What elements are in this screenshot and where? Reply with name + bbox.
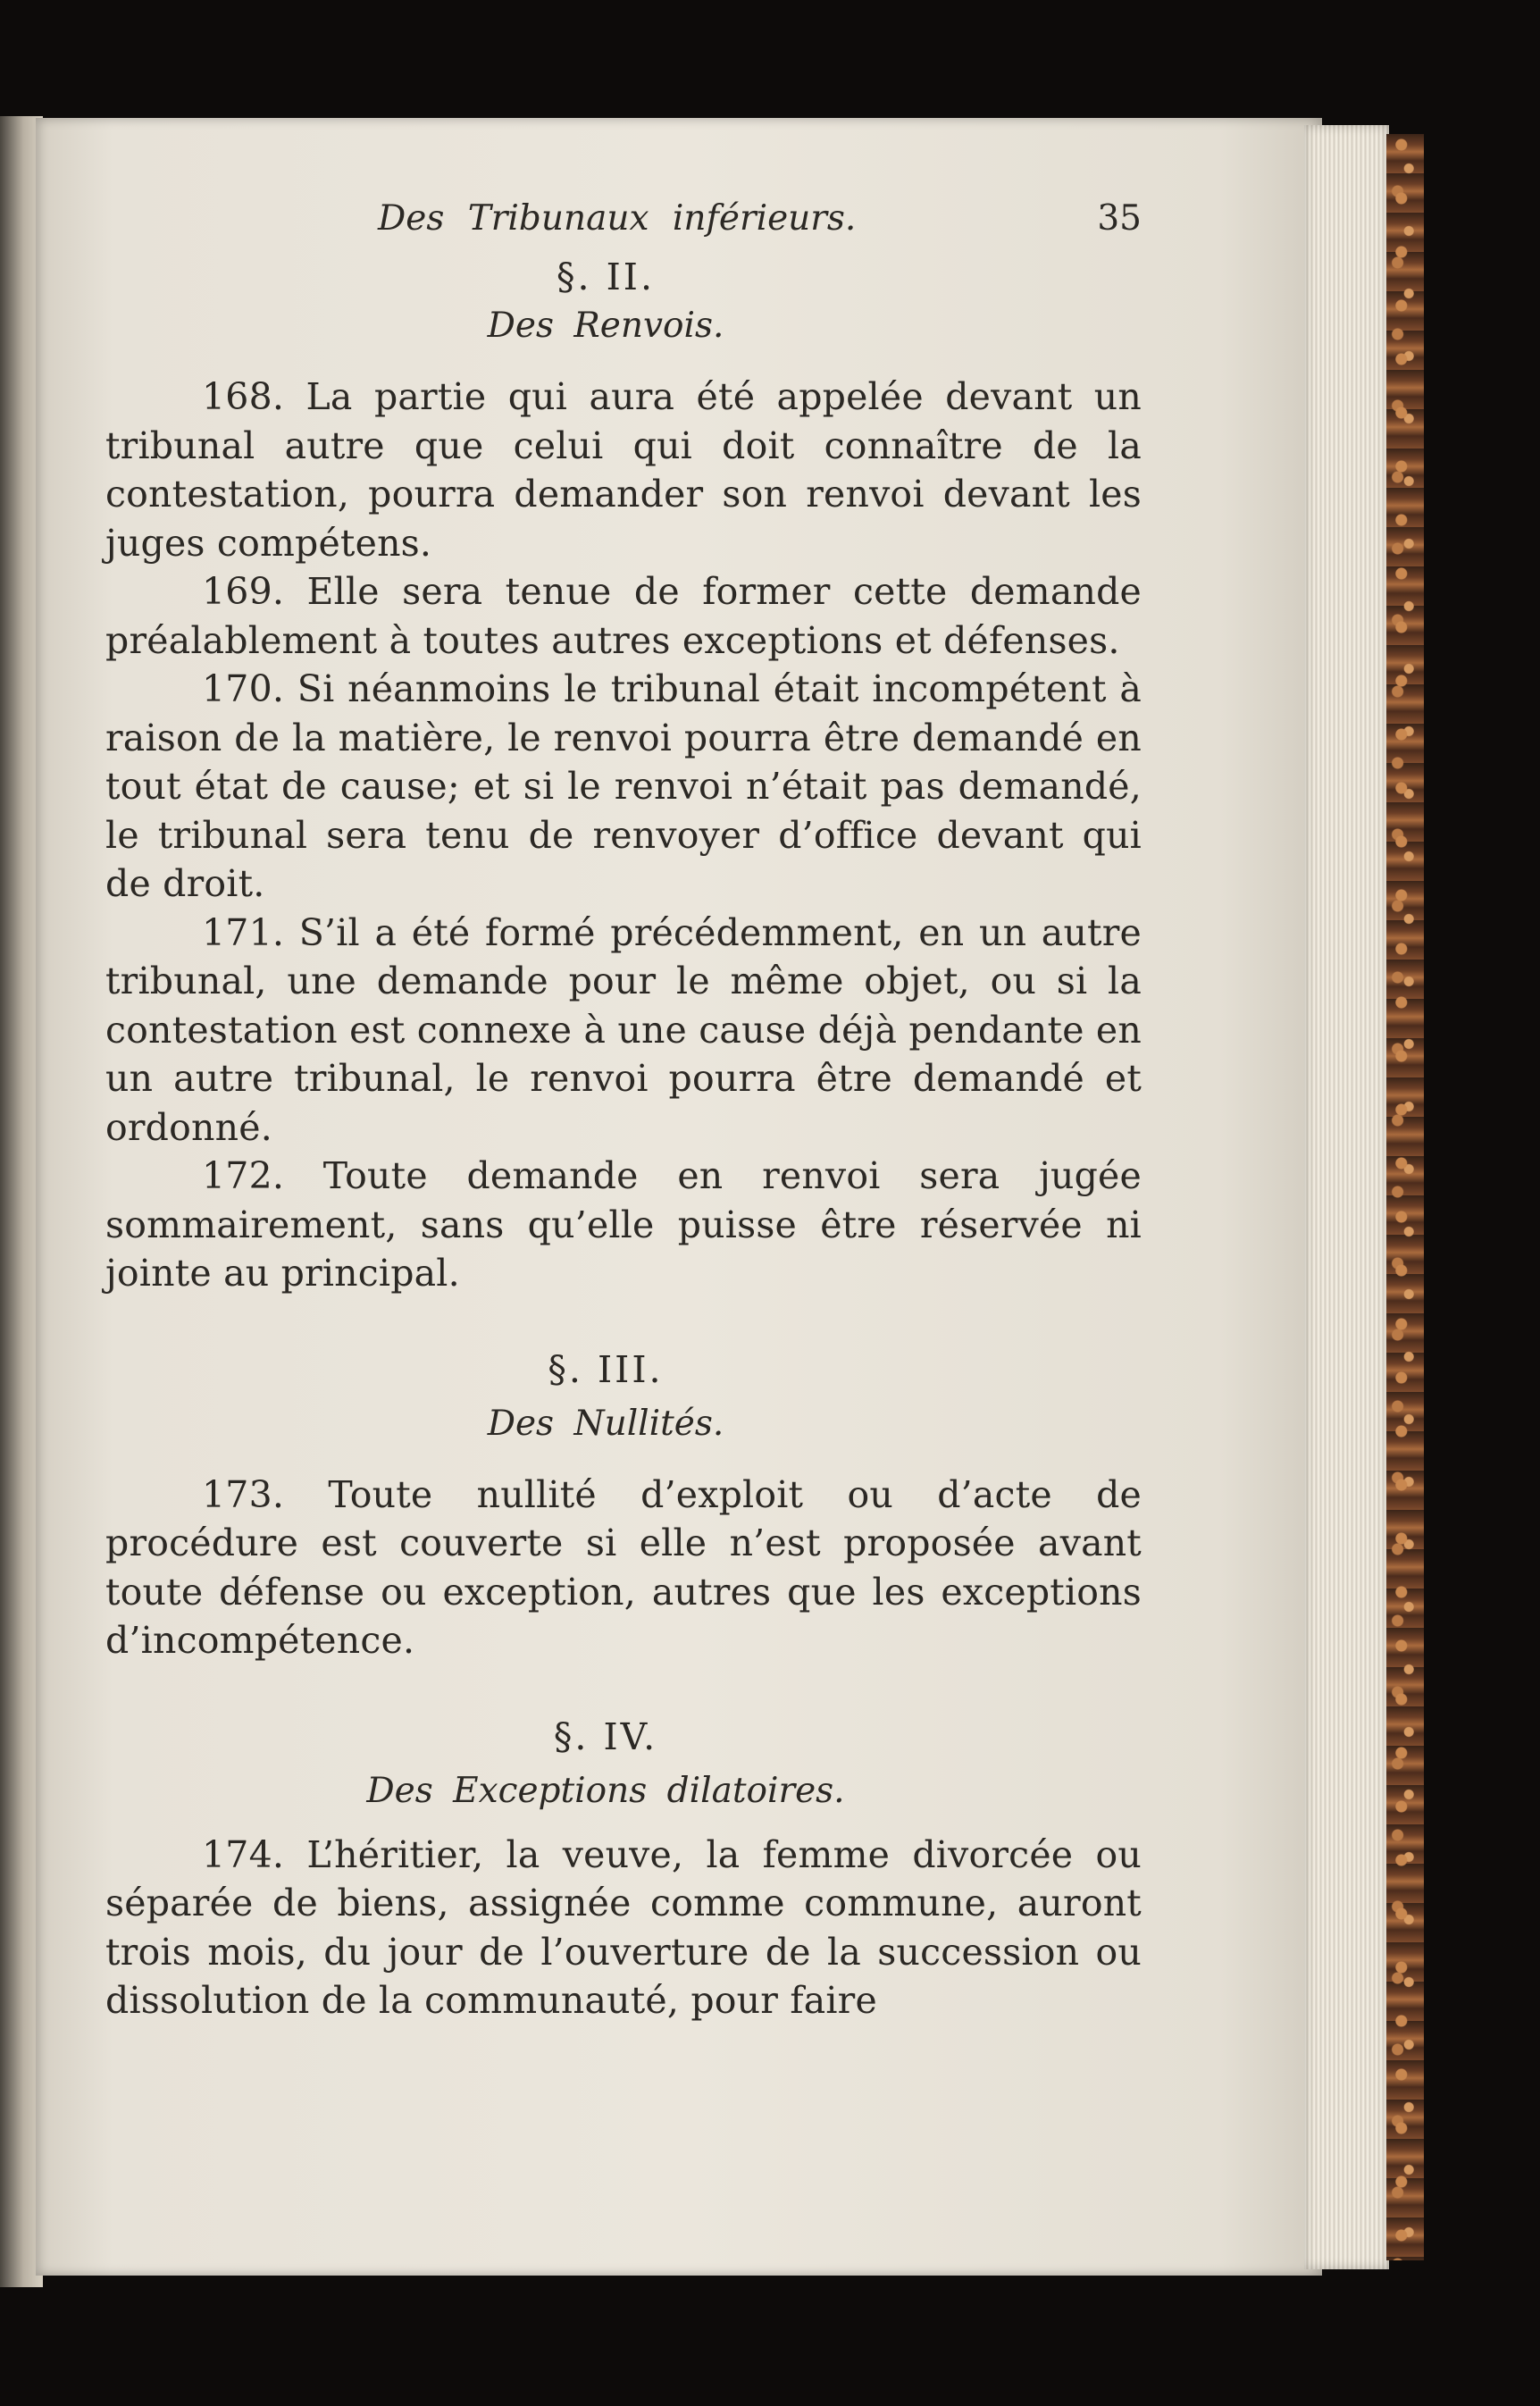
article-173: 173. Toute nullité d’exploit ou d’acte de procédure est couverte si elle n’est proposée avant toute défense ou exception, autres que les exceptions d’incompétence.: [105, 1472, 1142, 1662]
page-number: 35: [1097, 198, 1142, 239]
page-stack-edge: [1304, 125, 1389, 2269]
article-168: 168. La partie qui aura été appelée devant un tribunal autre que celui qui doit connaître de la contestation, pourra demander son renvoi devant les juges compétens.: [105, 375, 1142, 565]
section-mark-ii: §. II.: [557, 256, 655, 298]
article-170: 170. Si néanmoins le tribunal était incompétent à raison de la matière, le renvoi pourra être demandé en tout état de cause; et si le renvoi n’était pas demandé, le tribunal sera tenu de renvoyer d’office devant qui de droit.: [105, 667, 1142, 905]
running-head-title: Des Tribunaux inférieurs.: [378, 198, 857, 239]
section-title-exceptions-dilatoires: Des Exceptions dilatoires.: [366, 1770, 845, 1811]
marbled-cover-edge: [1386, 134, 1424, 2260]
section-title-nullites: Des Nullités.: [487, 1403, 724, 1444]
article-174: 174. L’héritier, la veuve, la femme divorcée ou séparée de biens, assignée comme commune, auront trois mois, du jour de l’ouverture de la succession ou dissolution de la communauté, pour faire: [105, 1832, 1142, 2022]
article-171: 171. S’il a été formé précédemment, en un autre tribunal, une demande pour le même objet, ou si la contestation est connexe à une cause déjà pendante en un autre tribunal, le renvoi pourra être demandé et ordonné.: [105, 910, 1142, 1149]
section-mark-iii: §. III.: [548, 1347, 664, 1391]
section-mark-iv: §. IV.: [553, 1714, 658, 1758]
running-head: [105, 198, 1142, 252]
article-169: 169. Elle sera tenue de former cette demande préalablement à toutes autres exceptions et défenses.: [105, 570, 1142, 662]
page-text: [105, 198, 1142, 2025]
article-172: 172. Toute demande en renvoi sera jugée sommairement, sans qu’elle puisse être réservée ni jointe au principal.: [105, 1154, 1142, 1295]
section-title-renvois: Des Renvois.: [487, 306, 724, 346]
